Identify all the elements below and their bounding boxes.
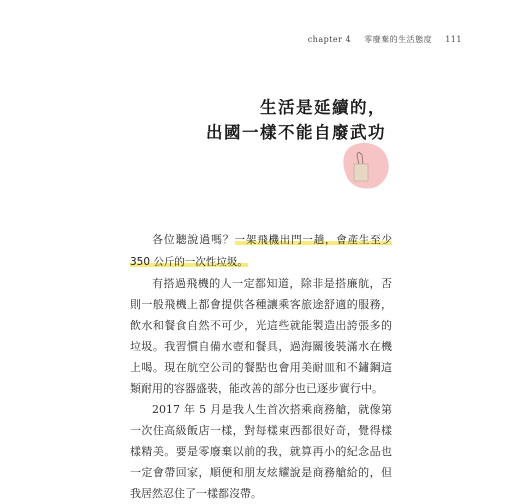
title-line-2: 出國一樣不能自廢武功 [206, 123, 386, 142]
highlighted-quote: 一架飛機出門一趟，會產生至少 350 公斤的一次性垃圾。 [130, 234, 393, 268]
section-title [206, 95, 386, 145]
running-head [298, 34, 462, 45]
paragraph-1 [130, 229, 392, 273]
paragraph-3: 2017 年 5 月是我人生首次搭乘商務艙，就像第一次住高級飯店一樣，對每樣東西都很好奇，覺得樣樣精美。要是零廢棄以前的我，就算再小的紀念品也一定會帶回家，順便和朋友炫耀說是商務艙給的，但我居然忍住了一樣都沒帶。 [130, 403, 392, 500]
paragraph-2: 有搭過飛機的人一定都知道，除非是搭廉航，否則一般飛機上都會提供各種讓乘客旅途舒適的服務，飲水和餐食自然不可少，光這些就能製造出誇張多的垃圾。我習慣自備水壺和餐具，過海關後裝滿水在機上喝。現在航空公司的餐點也會用美耐皿和不鏽鋼這類耐用的容器盛裝，能改善的部分也已逐步實行中。 [130, 277, 392, 395]
tote-bag-icon [342, 141, 392, 191]
page-number: 111 [445, 35, 462, 44]
chapter-label: chapter 4 [307, 35, 352, 44]
chapter-title: 零廢棄的生活態度 [364, 35, 433, 44]
title-line-1: 生活是延續的， [260, 98, 386, 117]
paragraph-1-lead: 各位聽說過嗎？ [152, 233, 235, 246]
body-text [130, 229, 392, 504]
